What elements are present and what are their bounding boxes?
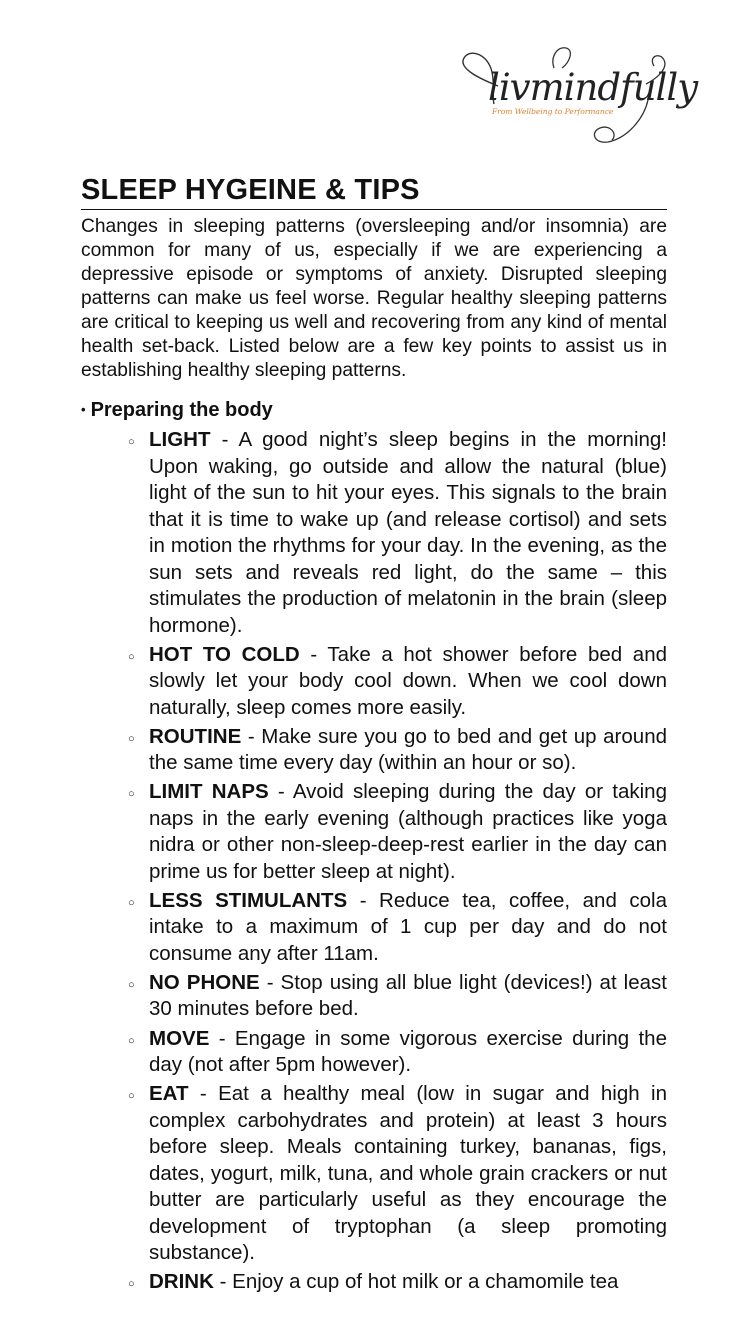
tip-item-eat bbox=[81, 1081, 667, 1267]
tip-bullet: ○ bbox=[128, 650, 135, 663]
tip-item-limit-naps bbox=[81, 779, 667, 885]
logo-wordmark: livmindfully bbox=[488, 66, 698, 109]
tip-lead: LIGHT bbox=[149, 428, 211, 451]
page-title: SLEEP HYGEINE & TIPS bbox=[81, 172, 667, 210]
tip-text: - Make sure you go to bed and get up around the same time every day (within an hour or so). bbox=[149, 724, 667, 775]
tip-text: - A good night’s sleep begins in the morning! Upon waking, go outside and allow the natural (blue) light of the sun to hit your eyes. This signals to the brain that it is time to wake up (and release cortisol) and sets in motion the rhythms for your day. In the evening, as the sun sets and reveals red light, do the same – this stimulates the production of melatonin in the brain (sleep hormone). bbox=[149, 428, 667, 637]
tip-item-routine bbox=[81, 724, 667, 777]
tip-item-no-phone bbox=[81, 970, 667, 1023]
tip-lead: HOT TO COLD bbox=[149, 642, 300, 666]
tip-lead: MOVE bbox=[149, 1026, 210, 1050]
tip-bullet: ○ bbox=[128, 732, 135, 745]
liv-mindfully-logo bbox=[458, 38, 698, 150]
tip-lead: ROUTINE bbox=[149, 724, 242, 748]
document-body bbox=[81, 172, 667, 1298]
tip-bullet: ○ bbox=[128, 1278, 135, 1291]
tips-list bbox=[81, 427, 667, 1296]
tip-lead: EAT bbox=[149, 1082, 189, 1106]
section-heading-label: Preparing the body bbox=[90, 399, 273, 421]
tip-bullet: ○ bbox=[128, 896, 135, 909]
tip-bullet: ○ bbox=[128, 1034, 135, 1047]
tip-bullet: ○ bbox=[128, 788, 135, 801]
tip-item-drink bbox=[81, 1269, 667, 1296]
tip-bullet: ○ bbox=[128, 436, 135, 448]
tip-text: - Avoid sleeping during the day or taking naps in the early evening (although practices like yoga nidra or other non-sleep-deep-rest earlier in the day can prime us for better sleep at night). bbox=[149, 780, 667, 883]
tip-text: - Reduce tea, coffee, and cola intake to a maximum of 1 cup per day and do not consume any after 11am. bbox=[149, 888, 667, 965]
logo-tagline: From Wellbeing to Performance bbox=[492, 107, 614, 116]
intro-paragraph: Changes in sleeping patterns (oversleeping and/or insomnia) are common for many of us, especially if we are experiencing a depressive episode or symptoms of anxiety. Disrupted sleeping patterns can make us feel worse. Regular healthy sleeping patterns are critical to keeping us well and recovering from any kind of mental health set-back. Listed below are a few key points to assist us in establishing healthy sleeping patterns. bbox=[81, 216, 667, 381]
tip-lead: DRINK bbox=[149, 1270, 214, 1294]
tip-text: - Engage in some vigorous exercise during the day (not after 5pm however). bbox=[149, 1026, 667, 1077]
tip-item-hot-to-cold bbox=[81, 642, 667, 722]
tip-lead: NO PHONE bbox=[149, 970, 260, 994]
section-heading bbox=[81, 397, 667, 423]
tip-text: - Enjoy a cup of hot milk or a chamomile tea bbox=[213, 1270, 619, 1294]
section-bullet: • bbox=[81, 402, 86, 417]
tip-lead: LIMIT NAPS bbox=[149, 780, 269, 804]
tip-item-light bbox=[81, 427, 667, 639]
tip-lead: LESS STIMULANTS bbox=[149, 888, 348, 912]
tip-text: - Stop using all blue light (devices!) at least 30 minutes before bed. bbox=[149, 970, 667, 1021]
tip-bullet: ○ bbox=[128, 1090, 135, 1103]
tip-item-move bbox=[81, 1026, 667, 1079]
tip-text: - Eat a healthy meal (low in sugar and high in complex carbohydrates and protein) at least 3 hours before sleep. Meals containing turkey, bananas, figs, dates, yogurt, milk, tuna, and whole grain crackers or nut butter are particularly useful as they encourage the development of tryptophan (a sleep promoting substance). bbox=[149, 1082, 667, 1265]
tip-bullet: ○ bbox=[128, 978, 135, 991]
tip-text: - Take a hot shower before bed and slowly let your body cool down. When we cool down naturally, sleep comes more easily. bbox=[149, 642, 667, 719]
tip-item-less-stimulants bbox=[81, 888, 667, 968]
